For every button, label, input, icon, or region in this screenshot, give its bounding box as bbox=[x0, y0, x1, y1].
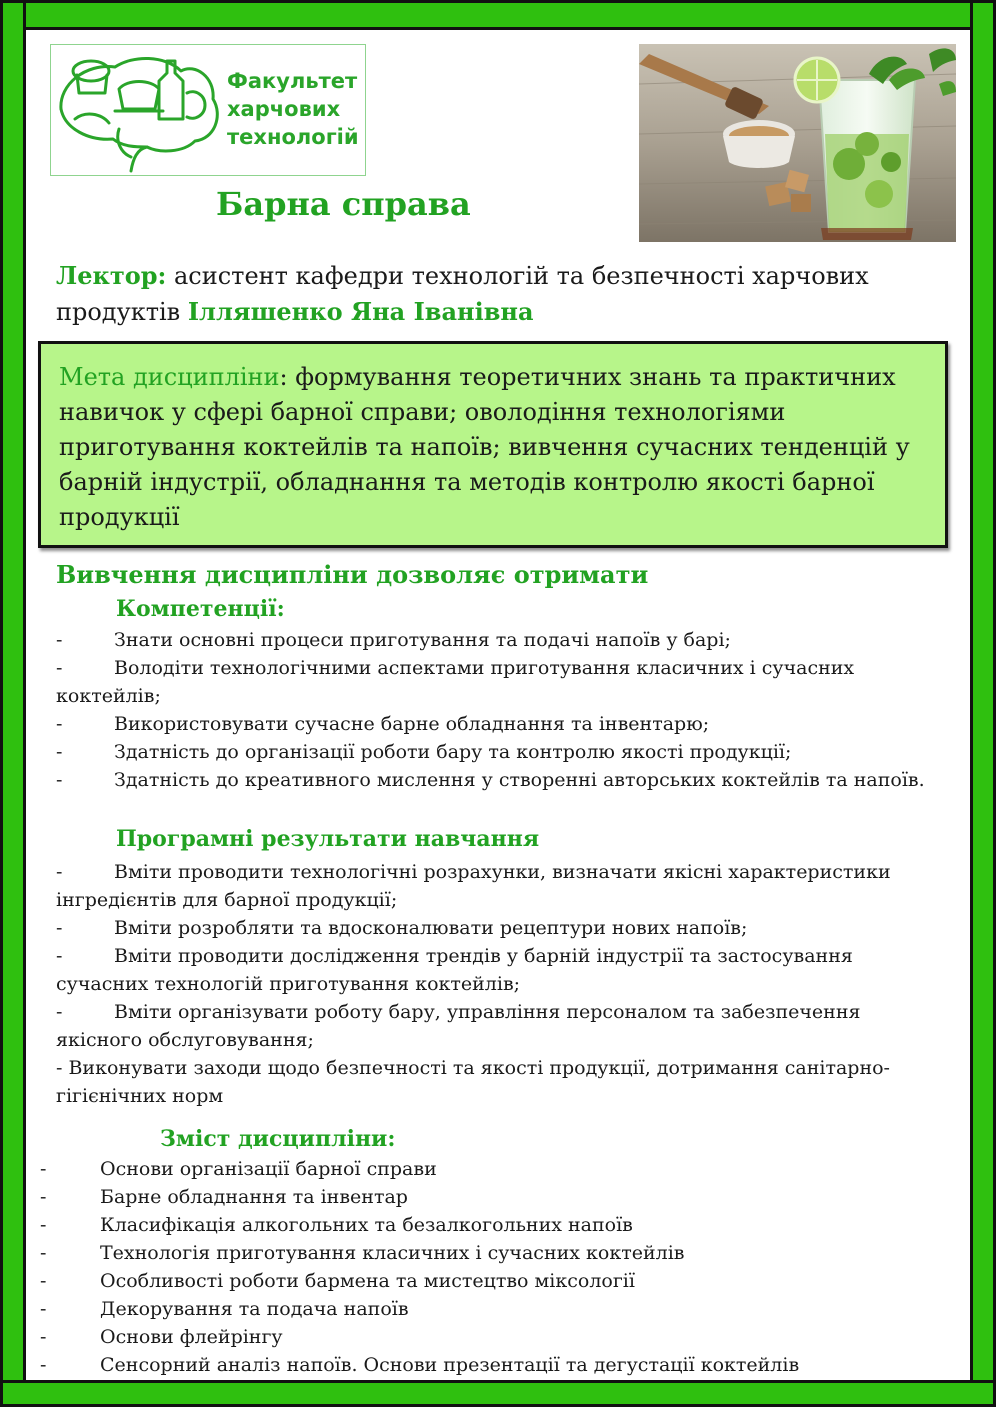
list-item bbox=[56, 738, 946, 766]
list-dash: - bbox=[40, 1326, 47, 1348]
list-item bbox=[40, 1323, 930, 1351]
list-item bbox=[56, 654, 946, 710]
list-dash: - bbox=[56, 917, 63, 939]
list-dash: - bbox=[40, 1214, 47, 1236]
list-dash: - bbox=[56, 657, 63, 679]
list-item bbox=[40, 1211, 930, 1239]
logo-line-1: Факультет bbox=[227, 69, 358, 93]
lecturer-position: асистент кафедри технологій та безпечності харчових продуктів bbox=[56, 262, 869, 326]
page-title: Барна справа bbox=[216, 185, 471, 223]
list-item-text: Декорування та подача напоїв bbox=[100, 1298, 409, 1320]
list-item bbox=[56, 766, 946, 794]
list-dash: - bbox=[40, 1186, 47, 1208]
list-item: - Виконувати заходи щодо безпечності та якості продукції, дотримання санітарно-гігієнічних норм bbox=[56, 1057, 890, 1107]
cocktail-photo bbox=[639, 44, 956, 242]
competencies-list bbox=[56, 626, 946, 794]
list-item-text: Використовувати сучасне барне обладнання та інвентарю; bbox=[114, 713, 710, 735]
goal-label-text: Мета дисципліни bbox=[59, 363, 280, 391]
list-item-text: Основи флейрінгу bbox=[100, 1326, 283, 1348]
list-item bbox=[56, 942, 946, 998]
list-dash: - bbox=[56, 741, 63, 763]
results-heading: Програмні результати навчання bbox=[116, 826, 540, 852]
list-item-text: Барне обладнання та інвентар bbox=[100, 1186, 408, 1208]
list-item bbox=[56, 626, 946, 654]
competencies-heading: Компетенції: bbox=[116, 596, 285, 622]
list-item bbox=[40, 1183, 930, 1211]
goal-label bbox=[59, 363, 280, 391]
results-list bbox=[56, 858, 946, 1110]
discipline-goal-box bbox=[38, 341, 948, 548]
list-item bbox=[56, 710, 946, 738]
list-item-text: Технологія приготування класичних і сучасних коктейлів bbox=[100, 1242, 685, 1264]
list-dash: - bbox=[56, 713, 63, 735]
list-item-text: Вміти проводити дослідження трендів у барній індустрії та застосування сучасних технологій приготування коктейлів; bbox=[56, 945, 853, 995]
list-item-text: Вміти розробляти та вдосконалювати рецептури нових напоїв; bbox=[114, 917, 748, 939]
list-item bbox=[56, 858, 946, 914]
list-item bbox=[40, 1267, 930, 1295]
list-item-text: Основи організації барної справи bbox=[100, 1158, 437, 1180]
list-item-text: Вміти організувати роботу бару, управління персоналом та забезпечення якісного обслуговування; bbox=[56, 1001, 861, 1051]
list-item-text: Вміти проводити технологічні розрахунки, визначати якісні характеристики інгредієнтів для барної продукції; bbox=[56, 861, 891, 911]
lecturer-info bbox=[56, 258, 936, 330]
frame-bottom bbox=[0, 1380, 996, 1407]
list-item-text: Особливості роботи бармена та мистецтво міксології bbox=[100, 1270, 635, 1292]
list-dash: - bbox=[40, 1354, 47, 1376]
list-item-text: Знати основні процеси приготування та подачі напоїв у барі; bbox=[114, 629, 731, 651]
list-item bbox=[40, 1239, 930, 1267]
faculty-logo bbox=[50, 44, 366, 176]
logo-text bbox=[227, 67, 359, 151]
study-heading: Вивчення дисципліни дозволяє отримати bbox=[56, 560, 649, 589]
list-dash: - bbox=[40, 1242, 47, 1264]
frame-top bbox=[0, 0, 996, 30]
food-logo-icon bbox=[55, 49, 225, 173]
list-item-text: Володіти технологічними аспектами приготування класичних і сучасних коктейлів; bbox=[56, 657, 855, 707]
list-item-text: Класифікація алкогольних та безалкогольних напоїв bbox=[100, 1214, 633, 1236]
list-item bbox=[40, 1155, 930, 1183]
frame-right bbox=[970, 0, 996, 1407]
goal-text: : формування теоретичних знань та практичних навичок у сфері барної справи; оволодіння технологіями приготування коктейлів та напоїв; вивчення сучасних тенденцій у барній індустрії, обладнання та методів контролю якості барної продукції bbox=[59, 363, 910, 531]
list-item-text: Здатність до креативного мислення у створенні авторських коктейлів та напоїв. bbox=[114, 769, 925, 791]
content-list bbox=[40, 1155, 930, 1379]
list-dash: - bbox=[56, 1001, 63, 1023]
lecturer-name: Ілляшенко Яна Іванівна bbox=[187, 297, 534, 326]
list-item-text: Здатність до організації роботи бару та контролю якості продукції; bbox=[114, 741, 792, 763]
list-item bbox=[40, 1351, 930, 1379]
lecturer-label: Лектор: bbox=[56, 261, 167, 290]
frame-left bbox=[0, 0, 26, 1407]
logo-line-2: харчових bbox=[227, 97, 341, 121]
list-dash: - bbox=[56, 861, 63, 883]
list-item bbox=[56, 914, 946, 942]
list-item bbox=[56, 998, 946, 1054]
list-dash: - bbox=[56, 945, 63, 967]
list-dash: - bbox=[56, 769, 63, 791]
list-item-text: Сенсорний аналіз напоїв. Основи презентації та дегустації коктейлів bbox=[100, 1354, 800, 1376]
list-dash: - bbox=[40, 1158, 47, 1180]
list-dash: - bbox=[40, 1298, 47, 1320]
content-heading: Зміст дисципліни: bbox=[160, 1126, 396, 1152]
page bbox=[26, 30, 970, 1380]
logo-line-3: технологій bbox=[227, 125, 359, 149]
list-dash: - bbox=[40, 1270, 47, 1292]
list-item bbox=[40, 1295, 930, 1323]
list-dash: - bbox=[56, 629, 63, 651]
